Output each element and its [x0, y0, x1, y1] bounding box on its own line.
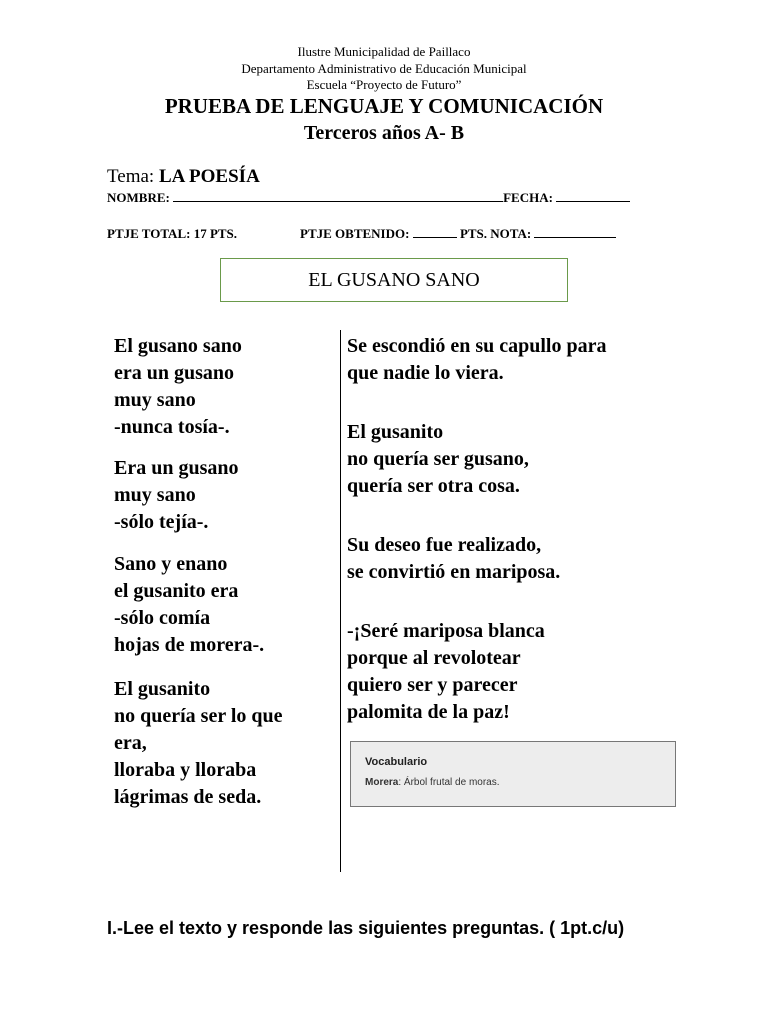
topic-line	[107, 166, 260, 188]
instruction-heading: I.-Lee el texto y responde las siguientes preguntas. ( 1pt.c/u)	[107, 918, 625, 938]
poem-line: era,	[114, 732, 147, 754]
stanza-left-4	[114, 676, 283, 811]
poem-line: quería ser otra cosa.	[347, 475, 520, 497]
obtained-score-blank[interactable]	[413, 226, 457, 238]
poem-line: El gusanito	[114, 678, 211, 700]
poem-title: EL GUSANO SANO	[308, 268, 480, 291]
municipality-name: Ilustre Municipalidad de Paillaco	[297, 44, 471, 59]
poem-line: Era un gusano	[114, 457, 239, 479]
test-title: PRUEBA DE LENGUAJE Y COMUNICACIÓN	[164, 94, 604, 118]
poem-line: -nunca tosía-.	[114, 416, 230, 438]
poem-line: lloraba y lloraba	[114, 759, 257, 781]
stanza-right-2	[347, 419, 529, 500]
topic-value: LA POESÍA	[158, 166, 260, 187]
total-score-label: PTJE TOTAL: 17 PTS.	[107, 226, 238, 241]
grade-label: PTS. NOTA:	[459, 226, 532, 241]
poem-line: Se escondió en su capullo para	[347, 335, 607, 357]
poem-line: no quería ser gusano,	[347, 448, 529, 470]
stanza-left-3	[114, 551, 264, 659]
name-blank[interactable]	[173, 190, 503, 202]
name-date-row	[107, 190, 630, 206]
topic-label: Tema:	[107, 166, 159, 187]
school-name: Escuela “Proyecto de Futuro”	[306, 77, 462, 92]
vocabulary-definition	[365, 777, 675, 788]
vocabulary-title: Vocabulario	[365, 756, 428, 768]
poem-line: el gusanito era	[114, 580, 239, 602]
obtained-score-label: PTJE OBTENIDO:	[300, 226, 410, 241]
stanza-right-1	[347, 333, 606, 387]
poem-line: hojas de morera-.	[114, 634, 265, 656]
poem-line: que nadie lo viera.	[347, 362, 504, 384]
column-divider	[340, 330, 341, 872]
poem-line: se convirtió en mariposa.	[347, 561, 561, 583]
stanza-right-3	[347, 532, 560, 586]
poem-line: era un gusano	[114, 362, 235, 384]
poem-title-box	[220, 258, 568, 302]
date-label: FECHA:	[503, 190, 553, 205]
vocabulary-box	[350, 741, 676, 807]
poem-line: muy sano	[114, 389, 196, 411]
obtained-score-group	[300, 226, 616, 242]
vocabulary-meaning: : Árbol frutal de moras.	[398, 777, 500, 788]
poem-line: -sólo tejía-.	[114, 511, 209, 533]
poem-line: palomita de la paz!	[347, 701, 510, 723]
poem-line: -¡Seré mariposa blanca	[347, 620, 545, 642]
poem-line: Su deseo fue realizado,	[347, 534, 542, 556]
poem-line: -sólo comía	[114, 607, 211, 629]
poem-line: Sano y enano	[114, 553, 228, 575]
score-row	[107, 226, 237, 242]
name-label: NOMBRE:	[107, 190, 170, 205]
poem-line: quiero ser y parecer	[347, 674, 518, 696]
grade-blank[interactable]	[534, 226, 616, 238]
poem-line: porque al revolotear	[347, 647, 521, 669]
vocabulary-term: Morera	[365, 777, 399, 788]
stanza-left-2	[114, 455, 239, 536]
test-subtitle: Terceros años A- B	[303, 122, 465, 144]
poem-line: no quería ser lo que	[114, 705, 283, 727]
poem-line: El gusano sano	[114, 335, 242, 357]
poem-line: lágrimas de seda.	[114, 786, 262, 808]
poem-line: El gusanito	[347, 421, 444, 443]
date-blank[interactable]	[556, 190, 630, 202]
stanza-left-1	[114, 333, 242, 441]
poem-line: muy sano	[114, 484, 196, 506]
department-name: Departamento Administrativo de Educación Municipal	[241, 61, 527, 76]
stanza-right-4	[347, 618, 545, 726]
